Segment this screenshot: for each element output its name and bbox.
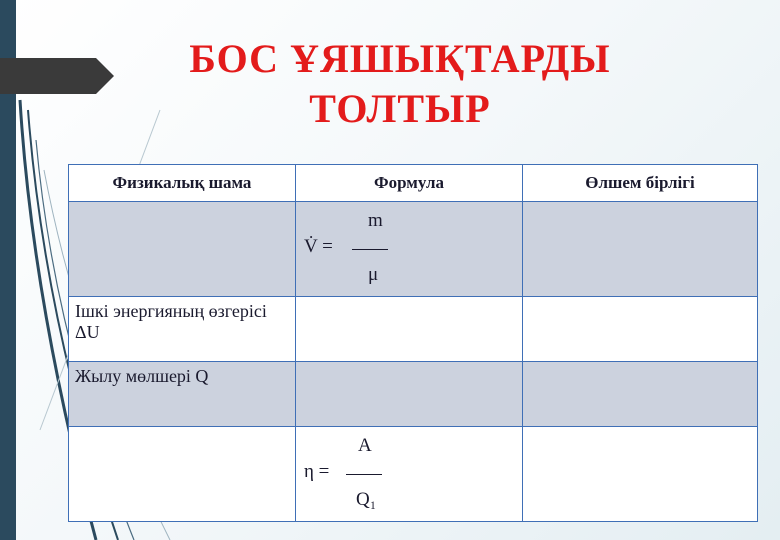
formula-numerator: m (368, 210, 383, 231)
quantity-cell[interactable] (69, 427, 296, 522)
formula-denominator: μ (368, 264, 379, 285)
formula-cell[interactable] (296, 362, 523, 427)
table-row (69, 427, 758, 522)
header-unit: Өлшем бірлігі (523, 165, 758, 202)
quantity-cell: Ішкі энергияның өзгерісі ΔU (69, 297, 296, 362)
formula-cell (296, 202, 523, 297)
physics-table (68, 164, 758, 522)
fraction-bar (346, 474, 382, 475)
unit-cell[interactable] (523, 202, 758, 297)
title-line-1: БОС ҰЯШЫҚТАРДЫ (189, 36, 611, 81)
quantity-cell[interactable] (69, 202, 296, 297)
header-row (69, 165, 758, 202)
page-title (120, 34, 680, 134)
table-row (69, 202, 758, 297)
table-row (69, 297, 758, 362)
header-quantity: Физикалық шама (69, 165, 296, 202)
unit-cell[interactable] (523, 362, 758, 427)
quantity-cell: Жылу мөлшері Q (69, 362, 296, 427)
table-row (69, 362, 758, 427)
header-formula: Формула (296, 165, 523, 202)
formula-lhs: V̇ = (304, 236, 333, 257)
formula-denominator: Q₁ (356, 489, 377, 510)
fraction-formula (302, 206, 516, 292)
fraction-formula (302, 431, 516, 517)
unit-cell[interactable] (523, 297, 758, 362)
title-line-2: ТОЛТЫР (309, 86, 491, 131)
formula-numerator: A (358, 435, 372, 456)
formula-cell[interactable] (296, 297, 523, 362)
formula-lhs: η = (304, 461, 330, 482)
unit-cell[interactable] (523, 427, 758, 522)
fraction-bar (352, 249, 388, 250)
formula-cell (296, 427, 523, 522)
